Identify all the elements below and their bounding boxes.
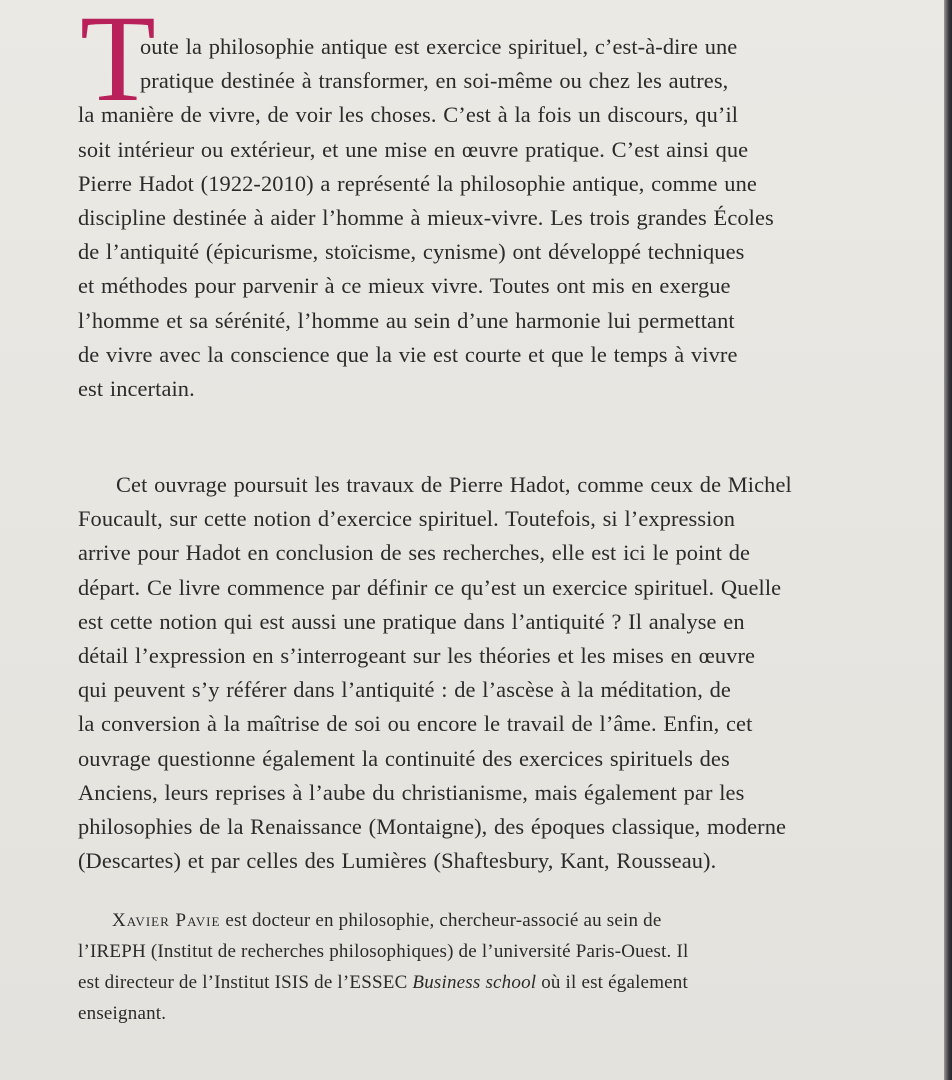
text-line: pratique destinée à transformer, en soi-même ou chez les autres, — [140, 68, 729, 94]
text-line: de l’antiquité (épicurisme, stoïcisme, cynisme) ont développé techniques — [78, 239, 745, 265]
text-line: ouvrage questionne également la continuité des exercices spirituels des — [78, 745, 730, 771]
text-line: l’homme et sa sérénité, l’homme au sein d’une harmonie lui permettant — [78, 307, 735, 333]
drop-cap-letter: T — [80, 0, 156, 127]
bio-line — [78, 905, 878, 936]
text-line: détail l’expression en s’interrogeant sur les théories et les mises en œuvre — [78, 643, 756, 669]
text-line: (Descartes) et par celles des Lumières (Shaftesbury, Kant, Rousseau). — [78, 848, 717, 874]
book-edge — [944, 0, 952, 1080]
text-line: est cette notion qui est aussi une pratique dans l’antiquité ? Il analyse en — [78, 608, 745, 634]
bio-text: est docteur en philosophie, chercheur-associé au sein de — [220, 910, 662, 931]
paragraph-intro — [78, 30, 886, 406]
text-line: la manière de vivre, de voir les choses. C’est à la fois un discours, qu’il — [78, 102, 739, 128]
text-line: de vivre avec la conscience que la vie est courte et que le temps à vivre — [78, 341, 738, 367]
text-line: la conversion à la maîtrise de soi ou encore le travail de l’âme. Enfin, cet — [78, 711, 753, 737]
bio-italic-text: Business school — [412, 972, 537, 993]
bio-line: enseignant. — [78, 1003, 167, 1024]
text-line: et méthodes pour parvenir à ce mieux vivre. Toutes ont mis en exergue — [78, 273, 731, 299]
author-name: Xavier Pavie — [112, 910, 221, 931]
text-line: départ. Ce livre commence par définir ce qu’est un exercice spirituel. Quelle — [78, 574, 782, 600]
text-line: Pierre Hadot (1922-2010) a représenté la philosophie antique, comme une — [78, 170, 757, 196]
text-line: soit intérieur ou extérieur, et une mise en œuvre pratique. C’est ainsi que — [78, 136, 749, 162]
text-line: Cet ouvrage poursuit les travaux de Pierre Hadot, comme ceux de Michel — [116, 472, 792, 497]
text-line: Anciens, leurs reprises à l’aube du christianisme, mais également par les — [78, 779, 745, 805]
text-line: discipline destinée à aider l’homme à mieux-vivre. Les trois grandes Écoles — [78, 205, 774, 231]
text-line: qui peuvent s’y référer dans l’antiquité : de l’ascèse à la méditation, de — [78, 677, 731, 703]
author-bio — [78, 905, 878, 1029]
text-line: est incertain. — [78, 376, 195, 402]
bio-text: est directeur de l’Institut ISIS de l’ESSEC — [78, 972, 413, 993]
text-line: philosophies de la Renaissance (Montaigne), des époques classique, moderne — [78, 814, 787, 840]
bio-text: où il est également — [536, 972, 688, 993]
paragraph-description — [78, 468, 886, 878]
bio-line: l’IREPH (Institut de recherches philosophiques) de l’université Paris-Ouest. Il — [78, 941, 689, 962]
bio-line — [78, 967, 878, 998]
text-line: oute la philosophie antique est exercice spirituel, c’est-à-dire une — [140, 34, 738, 59]
text-line: Foucault, sur cette notion d’exercice spirituel. Toutefois, si l’expression — [78, 506, 736, 532]
text-line: arrive pour Hadot en conclusion de ses recherches, elle est ici le point de — [78, 540, 751, 566]
